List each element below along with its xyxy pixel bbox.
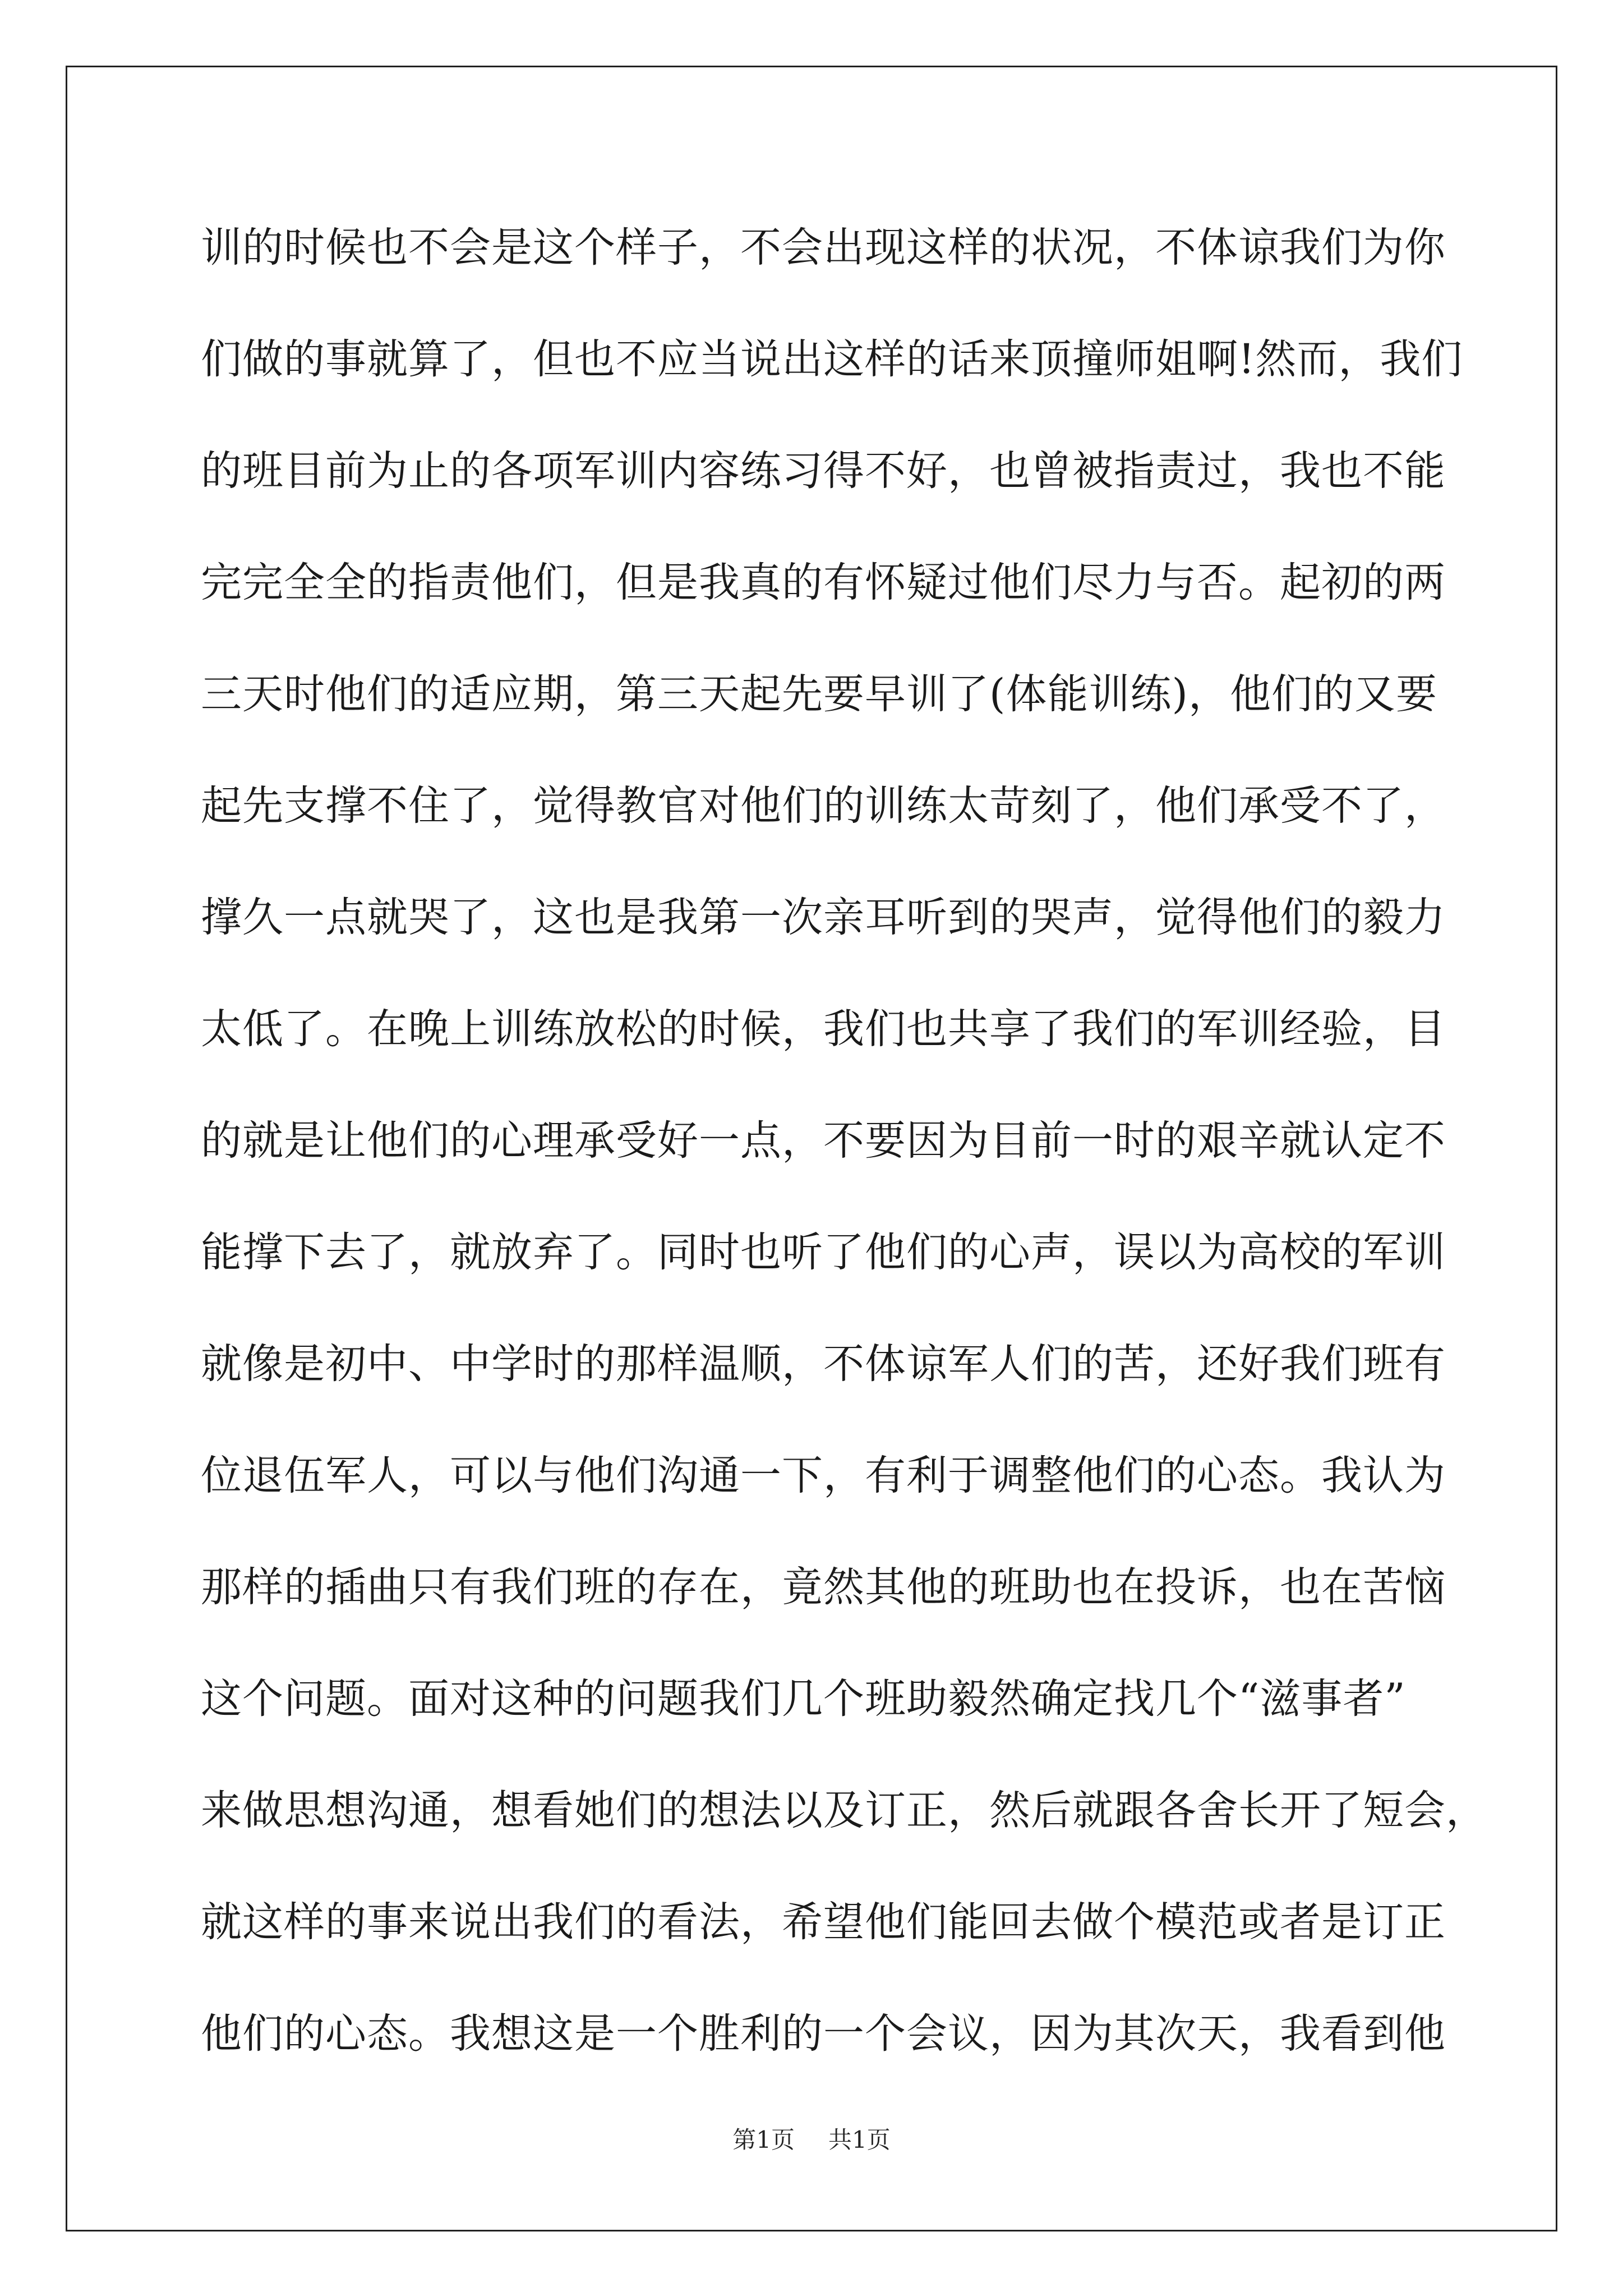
text-line: 撑久一点就哭了，这也是我第一次亲耳听到的哭声，觉得他们的毅力 xyxy=(201,894,1446,941)
text-line: 们做的事就算了，但也不应当说出这样的话来顶撞师姐啊!然而，我们 xyxy=(201,335,1463,383)
text-line: 的就是让他们的心理承受好一点，不要因为目前一时的艰辛就认定不 xyxy=(201,1117,1446,1165)
text-line: 三天时他们的适应期，第三天起先要早训了(体能训练)，他们的又要 xyxy=(201,670,1437,718)
text-line: 起先支撑不住了，觉得教官对他们的训练太苛刻了，他们承受不了， xyxy=(201,782,1446,830)
text-line: 完完全全的指责他们，但是我真的有怀疑过他们尽力与否。起初的两 xyxy=(201,559,1446,606)
text-line: 来做思想沟通，想看她们的想法以及订正，然后就跟各舍长开了短会， xyxy=(201,1787,1487,1834)
page-number-current: 第1页 xyxy=(732,2126,795,2154)
text-line: 那样的插曲只有我们班的存在，竟然其他的班助也在投诉，也在苦恼 xyxy=(201,1563,1446,1611)
text-line: 就像是初中、中学时的那样温顺，不体谅军人们的苦，还好我们班有 xyxy=(201,1340,1446,1388)
text-line: 能撑下去了，就放弃了。同时也听了他们的心声，误以为高校的军训 xyxy=(201,1228,1446,1276)
text-line: 就这样的事来说出我们的看法，希望他们能回去做个模范或者是订正 xyxy=(201,1898,1446,1946)
page-number-total: 共1页 xyxy=(828,2126,891,2154)
text-line: 他们的心态。我想这是一个胜利的一个会议，因为其次天，我看到他 xyxy=(201,2010,1446,2058)
text-line: 训的时候也不会是这个样子，不会出现这样的状况，不体谅我们为你 xyxy=(201,224,1446,272)
text-line: 太低了。在晚上训练放松的时候，我们也共享了我们的军训经验，目 xyxy=(201,1005,1446,1053)
text-line: 这个问题。面对这种的问题我们几个班助毅然确定找几个“滋事者” xyxy=(201,1675,1406,1723)
text-line: 位退伍军人，可以与他们沟通一下，有利于调整他们的心态。我认为 xyxy=(201,1452,1446,1499)
document-body xyxy=(201,220,1487,2118)
text-line: 的班目前为止的各项军训内容练习得不好，也曾被指责过，我也不能 xyxy=(201,447,1446,495)
page-footer xyxy=(0,2126,1623,2154)
